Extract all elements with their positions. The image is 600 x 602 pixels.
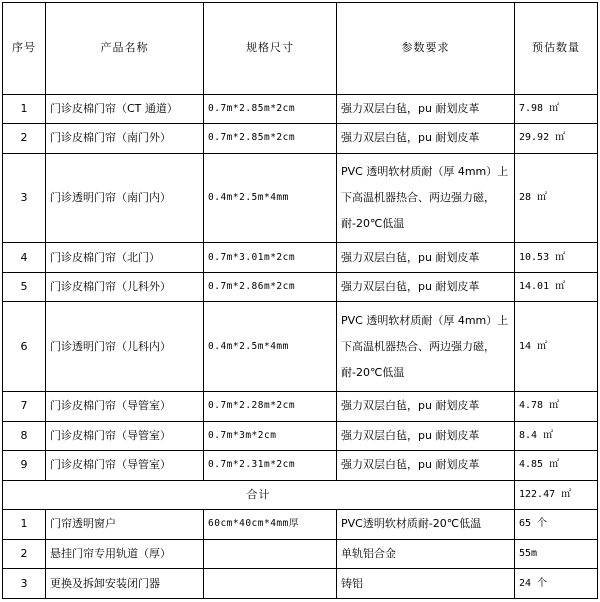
cell-spec: 0.7m*2.28m*2cm — [204, 392, 337, 422]
header-req: 参数要求 — [337, 3, 515, 95]
total-value: 122.47 ㎡ — [515, 480, 598, 510]
table-header-row — [3, 3, 598, 95]
cell-qty: 7.98 ㎡ — [515, 94, 598, 124]
table-row — [3, 302, 598, 392]
cell-qty: 10.53 ㎡ — [515, 243, 598, 273]
cell-qty: 65 个 — [515, 510, 598, 540]
cell-no: 3 — [3, 569, 46, 599]
cell-req: PVC 透明软材质耐（厚 4mm）上下高温机器热合、两边强力磁，耐-20℃低温 — [337, 153, 515, 243]
cell-spec: 0.7m*2.85m*2cm — [204, 124, 337, 154]
cell-qty: 24 个 — [515, 569, 598, 599]
table-row — [3, 392, 598, 422]
cell-no: 2 — [3, 124, 46, 154]
cell-no: 2 — [3, 539, 46, 569]
table-row — [3, 272, 598, 302]
table-row — [3, 153, 598, 243]
table-row — [3, 243, 598, 273]
cell-spec: 0.4m*2.5m*4mm — [204, 153, 337, 243]
header-qty: 预估数量 — [515, 3, 598, 95]
cell-qty: 29.92 ㎡ — [515, 124, 598, 154]
cell-req: 强力双层白毡，pu 耐划皮革 — [337, 124, 515, 154]
cell-qty: 28 ㎡ — [515, 153, 598, 243]
cell-req: 强力双层白毡，pu 耐划皮革 — [337, 94, 515, 124]
cell-req: 强力双层白毡，pu 耐划皮革 — [337, 421, 515, 451]
header-spec: 规格尺寸 — [204, 3, 337, 95]
cell-spec: 0.4m*2.5m*4mm — [204, 302, 337, 392]
cell-qty: 4.85 ㎡ — [515, 451, 598, 481]
cell-no: 4 — [3, 243, 46, 273]
cell-name: 门诊透明门帘（南门内） — [46, 153, 204, 243]
cell-name: 悬挂门帘专用轨道（厚） — [46, 539, 204, 569]
cell-spec: 0.7m*2.85m*2cm — [204, 94, 337, 124]
cell-qty: 55m — [515, 539, 598, 569]
cell-name: 门诊皮棉门帘（导管室） — [46, 451, 204, 481]
header-no: 序号 — [3, 3, 46, 95]
cell-req: 铸铝 — [337, 569, 515, 599]
cell-qty: 8.4 ㎡ — [515, 421, 598, 451]
cell-qty: 4.78 ㎡ — [515, 392, 598, 422]
cell-req: 强力双层白毡，pu 耐划皮革 — [337, 272, 515, 302]
cell-no: 8 — [3, 421, 46, 451]
cell-spec: 0.7m*3.01m*2cm — [204, 243, 337, 273]
cell-no: 1 — [3, 94, 46, 124]
cell-spec — [204, 539, 337, 569]
cell-req: 强力双层白毡，pu 耐划皮革 — [337, 392, 515, 422]
cell-spec: 0.7m*2.31m*2cm — [204, 451, 337, 481]
extra-row — [3, 569, 598, 599]
cell-req: 强力双层白毡，pu 耐划皮革 — [337, 243, 515, 273]
extra-row — [3, 539, 598, 569]
cell-req: 强力双层白毡，pu 耐划皮革 — [337, 451, 515, 481]
cell-no: 9 — [3, 451, 46, 481]
cell-name: 门诊皮棉门帘（南门外） — [46, 124, 204, 154]
cell-name: 门帘透明窗户 — [46, 510, 204, 540]
table-row — [3, 124, 598, 154]
cell-no: 1 — [3, 510, 46, 540]
extra-row — [3, 510, 598, 540]
cell-spec: 60cm*40cm*4mm厚 — [204, 510, 337, 540]
cell-req: PVC透明软材质耐-20℃低温 — [337, 510, 515, 540]
cell-qty: 14 ㎡ — [515, 302, 598, 392]
table-row — [3, 451, 598, 481]
cell-name: 更换及拆卸安装闭门器 — [46, 569, 204, 599]
cell-no: 7 — [3, 392, 46, 422]
cell-name: 门诊皮棉门帘（CT 通道） — [46, 94, 204, 124]
table-row — [3, 421, 598, 451]
table-row — [3, 94, 598, 124]
product-table — [2, 2, 598, 599]
total-row — [3, 480, 598, 510]
cell-qty: 14.01 ㎡ — [515, 272, 598, 302]
cell-name: 门诊透明门帘（儿科内） — [46, 302, 204, 392]
cell-no: 5 — [3, 272, 46, 302]
cell-name: 门诊皮棉门帘（北门） — [46, 243, 204, 273]
cell-spec — [204, 569, 337, 599]
cell-no: 6 — [3, 302, 46, 392]
header-name: 产品名称 — [46, 3, 204, 95]
cell-req: 单轨铝合金 — [337, 539, 515, 569]
cell-no: 3 — [3, 153, 46, 243]
total-label: 合计 — [3, 480, 515, 510]
cell-name: 门诊皮棉门帘（导管室） — [46, 392, 204, 422]
cell-name: 门诊皮棉门帘（导管室） — [46, 421, 204, 451]
cell-spec: 0.7m*2.86m*2cm — [204, 272, 337, 302]
cell-spec: 0.7m*3m*2cm — [204, 421, 337, 451]
cell-name: 门诊皮棉门帘（儿科外） — [46, 272, 204, 302]
cell-req: PVC 透明软材质耐（厚 4mm）上下高温机器热合、两边强力磁，耐-20℃低温 — [337, 302, 515, 392]
